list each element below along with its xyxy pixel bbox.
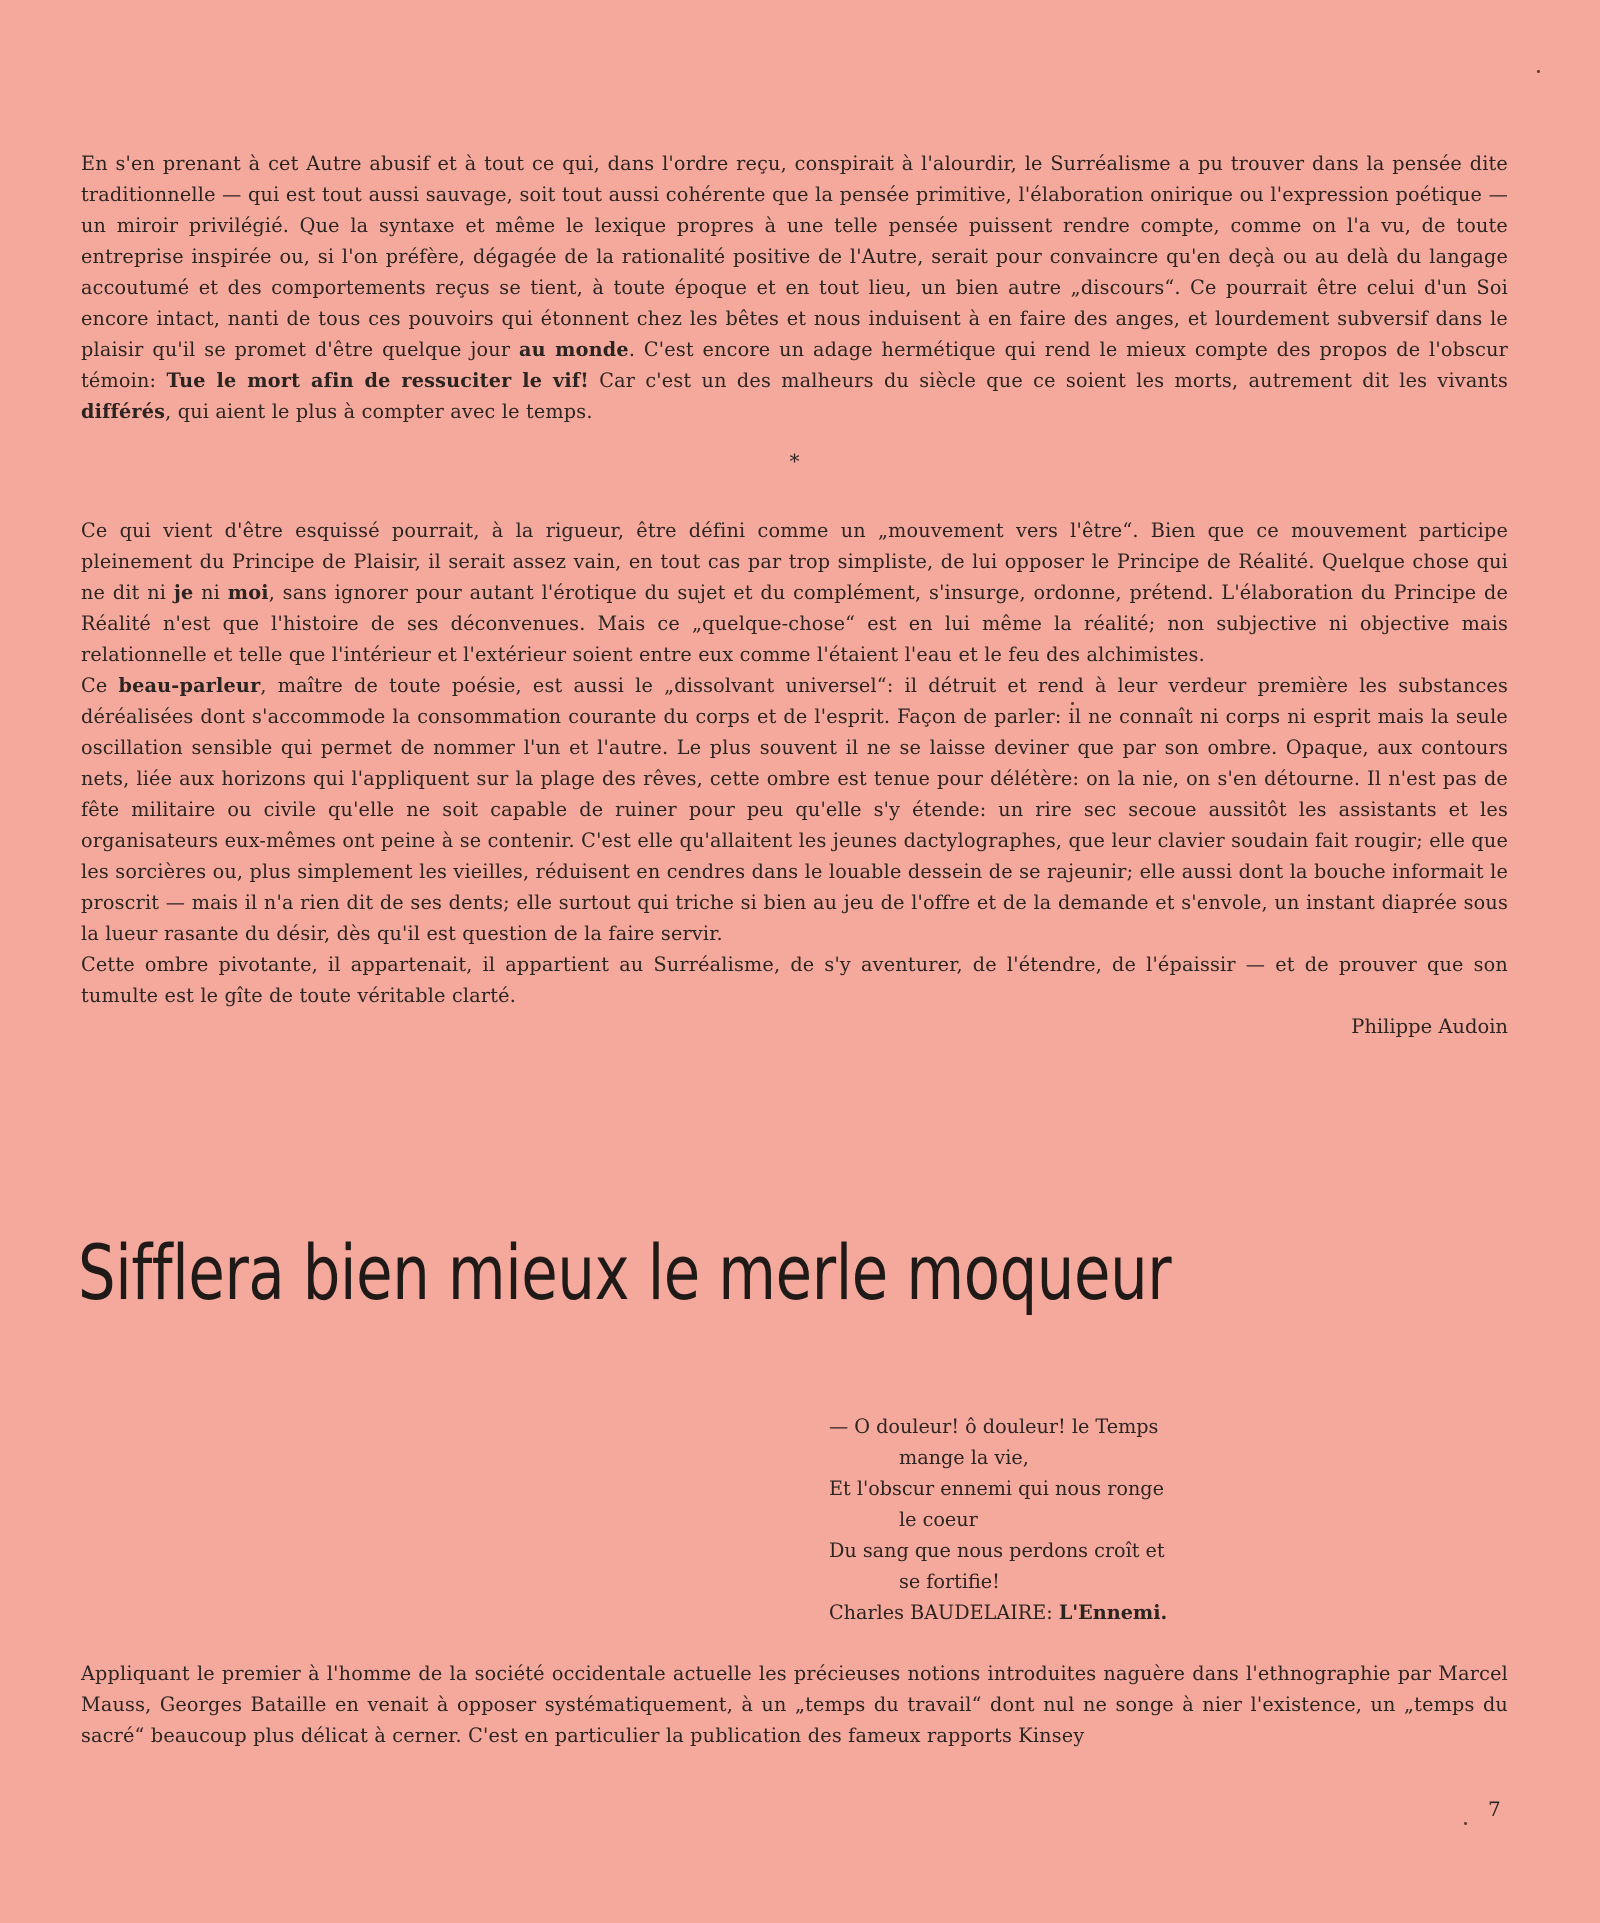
text-run: , sans ignorer pour autant l'érotique du sujet et du complément, s'insurge, ordonne, prétend. L'élaboration du Principe de Réalité n'est que l'histoire de ses déconvenues. Mais ce „quelque-chose“ est en lui même la réalité; non subjective ni objective mais relationnelle et telle que l'intérieur et l'extérieur soient entre eux comme l'étaient l'eau et le feu des alchimistes. xyxy=(81,581,1508,666)
epigraph-line: se fortifie! xyxy=(899,1570,1000,1593)
author-signature: Philippe Audoin xyxy=(1351,1015,1508,1038)
text-run: , qui aient le plus à compter avec le temps. xyxy=(165,400,593,423)
epigraph-line: Et l'obscur ennemi qui nous ronge xyxy=(829,1477,1164,1500)
epigraph-line: — O douleur! ô douleur! le Temps xyxy=(829,1415,1159,1438)
text-run: ni xyxy=(193,581,228,604)
article-opening-paragraph: Appliquant le premier à l'homme de la société occidentale actuelle les précieuses notions introduites naguère dans l'ethnographie par Marcel Mauss, Georges Bataille en venait à opposer systématiquement, à un „temps du travail“ dont nul ne songe à nier l'existence, un „temps du sacré“ beaucoup plus délicat à cerner. C'est en particulier la publication des fameux rapports Kinsey xyxy=(81,1662,1508,1747)
text-run: En s'en prenant à cet Autre abusif et à tout ce qui, dans l'ordre reçu, conspirait à l'alourdir, le Surréalisme a pu trouver dans la pensée dite traditionnelle — qui est tout aussi sauvage, soit tout aussi cohérente que la pensée primitive, l'élaboration onirique ou l'expression poétique — un miroir privilégié. Que la syntaxe et même le lexique propres à une telle pensée puissent rendre compte, comme on l'a vu, de toute entreprise inspirée ou, si l'on préfère, dégagée de la rationalité positive de l'Autre, serait pour convaincre qu'en deçà ou au delà du langage accoutumé et des comportements reçus se tient, à toute époque et en tout lieu, un bien autre „discours“. Ce pourrait être celui d'un Soi encore intact, nanti de tous ces pouvoirs qui étonnent chez les bêtes et nous induisent à en faire des anges, et lourdement subversif dans le plaisir qu'il se promet d'être quelque jour xyxy=(81,152,1508,361)
text-run: . C'est encore un adage hermétique qui rend le mieux compte des propos de l'obscur témoin: xyxy=(81,338,1508,392)
epigraph-work: L'Ennemi. xyxy=(1058,1601,1168,1624)
epigraph-attribution xyxy=(829,1597,1249,1628)
essay-continuation xyxy=(81,148,1508,1042)
bold-phrase: différés xyxy=(81,400,166,423)
epigraph-line: mange la vie, xyxy=(899,1446,1029,1469)
essay-paragraph-1 xyxy=(81,148,1508,427)
text-run: Ce xyxy=(81,674,119,697)
paper-speck xyxy=(1537,70,1540,73)
text-run: Ce qui vient d'être esquissé pourrait, à la rigueur, être défini comme un „mouvement vers l'être“. Bien que ce mouvement participe pleinement du Principe de Plaisir, il serait assez vain, en tout cas par trop simpliste, de lui opposer le Principe de Réalité. Quelque chose qui ne dit ni xyxy=(81,519,1508,604)
epigraph-author: Charles BAUDELAIRE: xyxy=(829,1601,1053,1624)
text-run: Car c'est un des malheurs du siècle que ce soient les morts, autrement dit les vivants xyxy=(588,369,1508,392)
bold-phrase: moi xyxy=(227,581,269,604)
section-separator: * xyxy=(789,449,800,473)
essay-paragraph-4 xyxy=(81,949,1508,1011)
text-run: Cette ombre pivotante, il appartenait, il appartient au Surréalisme, de s'y aventurer, de l'étendre, de l'épaissir — et de prouver que son tumulte est le gîte de toute véritable clarté. xyxy=(81,953,1508,1007)
essay-paragraph-2 xyxy=(81,515,1508,670)
epigraph-line: le coeur xyxy=(899,1508,978,1531)
essay-paragraph-3 xyxy=(81,670,1508,949)
epigraph xyxy=(829,1411,1249,1628)
article-title: Sifflera bien mieux le merle moqueur xyxy=(78,1228,1172,1317)
epigraph-line: Du sang que nous perdons croît et xyxy=(829,1539,1165,1562)
bold-phrase: beau-parleur xyxy=(118,674,261,697)
text-run: , maître de toute poésie, est aussi le „dissolvant universel“: il détruit et rend à leur verdeur première les substances déréalisées dont s'accommode la consommation courante du corps et de l'esprit. Façon de parler: il ne connaît ni corps ni esprit mais la seule oscillation sensible qui permet de nommer l'un et l'autre. Le plus souvent il ne se laisse deviner que par son ombre. Opaque, aux contours nets, liée aux horizons qui l'appliquent sur la plage des rêves, cette ombre est tenue pour délétère: on la nie, on s'en détourne. Il n'est pas de fête militaire ou civile qu'elle ne soit capable de ruiner pour peu qu'elle s'y étende: un rire sec secoue aussitôt les assistants et les organisateurs eux-mêmes ont peine à se contenir. C'est elle qu'allaitent les jeunes dactylographes, que leur clavier soudain fait rougir; elle que les sorcières ou, plus simplement les vieilles, réduisent en cendres dans le louable dessein de se rajeunir; elle aussi dont la bouche informait le proscrit — mais il n'a rien dit de ses dents; elle surtout qui triche si bien au jeu de l'offre et de la demande et s'envole, un instant diaprée sous la lueur rasante du désir, dès qu'il est question de la faire servir. xyxy=(81,674,1508,945)
bold-phrase: Tue le mort afin de ressuciter le vif! xyxy=(166,369,589,392)
paper-speck xyxy=(1464,1822,1467,1825)
bold-phrase: au monde xyxy=(519,338,629,361)
bold-phrase: je xyxy=(173,581,194,604)
page-number: 7 xyxy=(1488,1797,1501,1821)
paper-speck xyxy=(1071,702,1074,705)
